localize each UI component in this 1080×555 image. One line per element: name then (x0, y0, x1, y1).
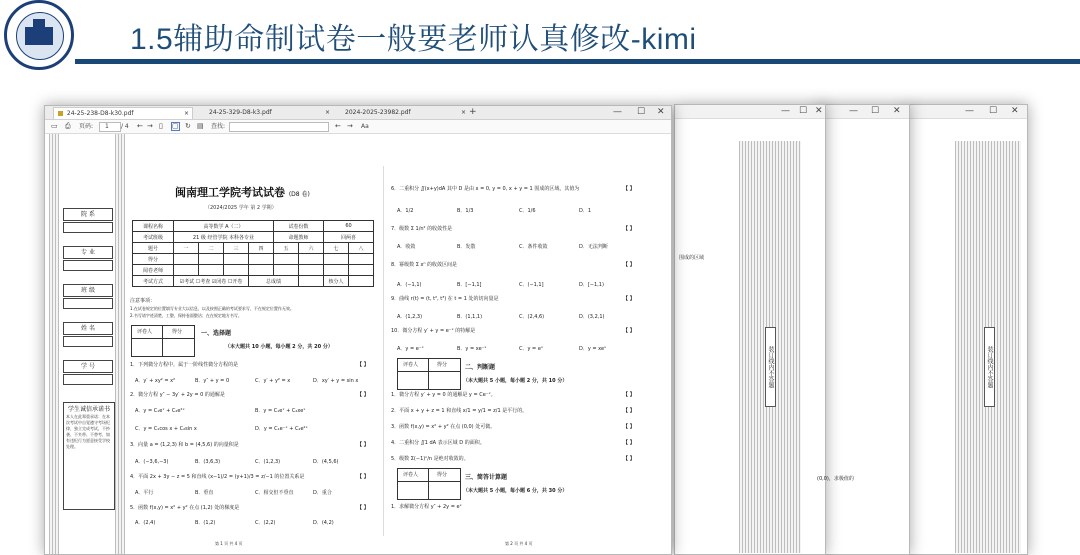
binding-notice: 装订线内不答题 (984, 327, 995, 407)
sidebar-icon[interactable]: ▤ (197, 122, 204, 130)
print-icon[interactable]: ⎙ (65, 122, 71, 130)
score-label: 得分 (172, 329, 183, 335)
table-row (133, 276, 374, 287)
field-class-input[interactable] (63, 298, 113, 309)
slide-header (0, 0, 1080, 64)
table-cell[interactable] (249, 254, 274, 265)
pdf-icon (58, 111, 63, 116)
snippet-region: 围成的区域 (679, 255, 705, 261)
answer-bracket[interactable]: 【 】 (623, 408, 635, 414)
option: B．y″ + y = 0 (195, 378, 230, 384)
option: D．重合 (313, 490, 332, 496)
close-icon[interactable]: ✕ (815, 106, 823, 116)
answer-bracket[interactable]: 【 】 (623, 296, 635, 302)
table-cell: 命题教师 (274, 232, 324, 243)
table-cell: 五 (274, 243, 299, 254)
table-cell[interactable] (299, 276, 324, 287)
score-box-divider (397, 371, 460, 372)
pdf-window-back-2[interactable] (906, 104, 1028, 555)
option: D．[−1,1) (579, 282, 604, 288)
question-9: 9．曲线 r(t) = (t, t², t³) 在 t = 1 处的切向量是 (391, 296, 499, 302)
table-cell[interactable] (199, 265, 224, 276)
judge-5: 5．级数 Σ(−1)ⁿ/n 是绝对收敛的。 (391, 456, 469, 462)
option: C．(1,2,3) (255, 459, 281, 465)
answer-bracket[interactable]: 【 】 (623, 226, 635, 232)
binding-notice: 装订线内不答题 (765, 327, 776, 407)
option: B．(1,2) (195, 520, 216, 526)
prev-page-icon[interactable]: ← (137, 122, 143, 130)
table-cell[interactable] (349, 265, 374, 276)
tab-pdf-1[interactable] (53, 107, 193, 119)
tab-close-icon[interactable]: × (460, 109, 466, 116)
table-cell[interactable] (199, 254, 224, 265)
page-total: / 4 (121, 123, 129, 130)
find-label: 查找: (211, 123, 226, 130)
table-cell[interactable] (224, 254, 249, 265)
table-row (133, 265, 374, 276)
pledge-title: 学生诚信承诺书 (67, 406, 110, 413)
answer-bracket[interactable]: 【 】 (357, 392, 369, 398)
option: B．垂直 (195, 490, 214, 496)
integrity-pledge (63, 402, 115, 510)
table-cell[interactable] (224, 265, 249, 276)
option: C．条件收敛 (519, 244, 548, 250)
table-cell: 四 (249, 243, 274, 254)
fit-width-icon[interactable]: ▢ (172, 122, 179, 130)
grader-label: 评卷人 (137, 329, 153, 335)
option: C．相交但不垂直 (255, 490, 294, 496)
fit-page-icon[interactable]: ▯ (159, 122, 163, 130)
field-name-input[interactable] (63, 336, 113, 347)
table-cell[interactable] (174, 265, 199, 276)
option: C．y′ + y² = x (255, 378, 291, 384)
option: C．(−1,1] (519, 282, 544, 288)
option: A．(1,2,3) (397, 314, 423, 320)
option: C．y = eˣ (519, 346, 544, 352)
option: A．1/2 (397, 208, 414, 214)
option: B．(3,6,3) (195, 459, 221, 465)
judge-1: 1．微分方程 y′ + y = 0 的通解是 y = Ce⁻ˣ。 (391, 392, 496, 398)
table-cell: 考试班级 (133, 232, 174, 243)
question-1: 1．下列微分方程中，属于一阶线性微分方程的是 (130, 362, 239, 368)
table-cell: 七 (324, 243, 349, 254)
find-prev-icon[interactable]: ← (335, 122, 341, 130)
grader-label: 评卷人 (403, 362, 419, 368)
option: B．(1,1,1) (457, 314, 483, 320)
judge-3: 3．函数 f(x,y) = x² + y² 在点 (0,0) 处可微。 (391, 424, 496, 430)
section2-desc: （本大题共 5 小题，每小题 2 分，共 10 分） (463, 378, 568, 384)
option: B．y = xe⁻ˣ (457, 346, 487, 352)
exam-info-table (132, 220, 374, 287)
table-cell: 21 级 经管学院 本科各专业 (174, 232, 274, 243)
answer-bracket[interactable]: 【 】 (623, 456, 635, 462)
table-cell: 总成绩 (249, 276, 299, 287)
question-3: 3．向量 a = (1,2,3) 和 b = (4,5,6) 的向量积是 (130, 442, 239, 448)
tab-label: 2024-2025-23982.pdf (345, 109, 411, 116)
score-label: 得分 (437, 362, 448, 368)
answer-bracket[interactable]: 【 】 (357, 474, 369, 480)
option: A．(2,4) (135, 520, 156, 526)
answer-bracket[interactable]: 【 】 (623, 328, 635, 334)
question-5: 5．函数 f(x,y) = x² + y² 在点 (1,2) 处的梯度是 (130, 505, 240, 511)
option: A．(−3,6,−3) (135, 459, 169, 465)
table-cell: 一 (174, 243, 199, 254)
option: B．1/3 (457, 208, 474, 214)
pdf-document (45, 134, 671, 554)
table-cell: 核分人 (324, 276, 349, 287)
table-cell[interactable] (174, 254, 199, 265)
maximize-icon[interactable]: ☐ (871, 106, 880, 116)
paper-variant: (D8 卷) (288, 191, 310, 198)
option: C．y = C₁cos x + C₂sin x (135, 426, 197, 432)
maximize-icon[interactable]: ☐ (799, 106, 808, 116)
find-input[interactable] (229, 122, 329, 132)
option: D．(4,5,6) (313, 459, 339, 465)
title-underline (75, 59, 1080, 64)
page-input[interactable] (99, 122, 121, 132)
section3-desc: （本大题共 5 小题，每小题 6 分，共 30 分） (463, 488, 568, 494)
option: D．y = xeˣ (579, 346, 607, 352)
score-box-divider (428, 358, 429, 389)
table-cell: 六 (299, 243, 324, 254)
table-cell: 回两喜 (324, 232, 374, 243)
table-cell[interactable] (299, 265, 324, 276)
paper-title (175, 184, 310, 200)
close-icon[interactable]: ✕ (1011, 106, 1019, 116)
binding-gutter (115, 134, 125, 554)
answer-bracket[interactable]: 【 】 (623, 186, 635, 192)
section1-desc: （本大题共 10 小题，每小题 2 分，共 20 分） (225, 344, 333, 350)
question-6: 6．二重积分 ∬(x+y)dA 其中 D 是由 x = 0, y = 0, x + y = 1 围成的区域，其值为 (391, 186, 580, 192)
option: C．(2,2) (255, 520, 276, 526)
score-box-divider (162, 325, 163, 356)
pledge-body: 本人在此郑重承诺：在本次考试中自觉遵守考场纪律，独立完成考试，不抄袭、不夹带、不替考，如有违纪行为愿意接受学校处理。 (66, 414, 110, 449)
question-8: 8．幂级数 Σ xⁿ 的收敛区间是 (391, 262, 458, 268)
close-icon[interactable]: ✕ (893, 106, 901, 116)
paper-title-text: 闽南理工学院考试试卷 (175, 186, 285, 199)
table-cell[interactable] (349, 254, 374, 265)
field-name: 姓 名 (63, 322, 113, 335)
answer-bracket[interactable]: 【 】 (357, 442, 369, 448)
option: B．y = C₁eˣ + C₂xeˣ (255, 408, 306, 414)
page-divider (383, 166, 384, 536)
option: A．平行 (135, 490, 154, 496)
instruction-line: 1.在试卷规定的位置填写专业大以信息，以及按照正确的考试要求写，不在规定位置作无效。 (130, 306, 294, 311)
option: A．收敛 (397, 244, 416, 250)
pdf-window-back-0[interactable] (674, 104, 854, 555)
tab-close-icon[interactable]: × (183, 110, 189, 117)
minimize-icon[interactable]: — (613, 107, 622, 117)
answer-bracket[interactable]: 【 】 (623, 424, 635, 430)
tab-close-icon[interactable]: × (324, 109, 330, 116)
table-cell: 题号 (133, 243, 174, 254)
option: A．y = C₁eˣ + C₂e²ˣ (135, 408, 185, 414)
new-tab-button[interactable]: + (469, 107, 477, 117)
minimize-icon[interactable]: — (965, 106, 974, 116)
tab-bar (45, 106, 671, 120)
option: A．(−1,1) (397, 282, 422, 288)
table-cell: 二 (199, 243, 224, 254)
tab-pdf-3[interactable] (341, 107, 469, 118)
field-major: 专 业 (63, 246, 113, 259)
tab-pdf-2[interactable] (205, 107, 333, 118)
table-cell: 高等数学 A（二） (174, 221, 274, 232)
score-box-divider (131, 338, 194, 339)
score-box-divider (428, 468, 429, 499)
paper-term: （2024/2025 学年 第 2 学期） (205, 205, 277, 211)
option: C．(2,4,6) (519, 314, 545, 320)
grader-label: 评卷人 (403, 472, 419, 478)
option: B．发散 (457, 244, 476, 250)
page-number-right: 第 2 页 共 4 页 (505, 541, 533, 546)
option: D．无法判断 (579, 244, 608, 250)
minimize-icon[interactable]: — (849, 106, 858, 116)
option: D．1 (579, 208, 592, 214)
answer-sheet-strip (49, 134, 125, 554)
field-major-input[interactable] (63, 260, 113, 271)
table-cell[interactable] (324, 265, 349, 276)
option: D．y = C₁e⁻ˣ + C₂e²ˣ (255, 426, 308, 432)
table-cell[interactable] (299, 254, 324, 265)
field-department: 院 系 (63, 208, 113, 221)
option: D．(4,2) (313, 520, 334, 526)
field-class: 班 级 (63, 284, 113, 297)
section2-title: 二、判断题 (465, 364, 496, 371)
section1-title: 一、选择题 (201, 330, 232, 337)
question-7: 7．级数 Σ 1/n² 的收敛性是 (391, 226, 453, 232)
binding-gutter (49, 134, 59, 554)
pdf-window-main[interactable] (44, 105, 672, 555)
table-cell: 阅卷老师 (133, 265, 174, 276)
find-next-icon[interactable]: → (347, 122, 353, 130)
table-cell[interactable] (274, 265, 299, 276)
pdf-toolbar (45, 120, 671, 134)
score-box-divider (397, 481, 460, 482)
window-titlebar[interactable] (675, 105, 825, 119)
table-cell: 得分 (133, 254, 174, 265)
question-4: 4．平面 2x + 3y − z = 5 和直线 (x−1)/2 = (y+1)/3 = z/−1 的位置关系是 (130, 474, 305, 480)
question-2: 2．微分方程 y″ − 3y′ + 2y = 0 的通解是 (130, 392, 225, 398)
answer-bracket[interactable]: 【 】 (357, 505, 369, 511)
tab-label: 24-25-329-D8-k3.pdf (209, 109, 272, 116)
option: B．[−1,1] (457, 282, 482, 288)
slide-title: 1.5辅助命制试卷一般要老师认真修改-kimi (130, 23, 697, 56)
table-row (133, 243, 374, 254)
university-logo (4, 0, 74, 70)
table-row (133, 232, 374, 243)
maximize-icon[interactable]: ☐ (989, 106, 998, 116)
snippet-extremum: (0,0)，求极值的 (817, 476, 854, 482)
tab-label: 24-25-238-D8-k30.pdf (66, 110, 134, 117)
close-icon[interactable]: ✕ (657, 107, 665, 117)
page-label: 页码: (79, 123, 94, 130)
table-row (133, 221, 374, 232)
option: A．y′ + xy² = x² (135, 378, 176, 384)
window-titlebar[interactable] (907, 105, 1027, 119)
rotate-icon[interactable]: ↻ (185, 122, 191, 130)
answer-bracket[interactable]: 【 】 (623, 440, 635, 446)
folder-icon[interactable]: ▭ (51, 122, 58, 130)
calc-question-1: 1．求解微分方程 y″ + 2y = eˣ (391, 504, 462, 510)
window-titlebar[interactable] (819, 105, 909, 119)
section3-title: 三、简答计算题 (465, 474, 508, 481)
minimize-icon[interactable]: — (781, 106, 790, 116)
table-cell: 试卷份数 (274, 221, 324, 232)
table-cell: ☑考试 ☐考查 ☑闭卷 ☐开卷 (174, 276, 249, 287)
option: A．y = e⁻ˣ (397, 346, 424, 352)
table-cell[interactable] (349, 276, 374, 287)
answer-bracket[interactable]: 【 】 (623, 262, 635, 268)
table-cell[interactable] (274, 254, 299, 265)
maximize-icon[interactable]: ☐ (637, 107, 646, 117)
table-cell: 八 (349, 243, 374, 254)
table-cell[interactable] (249, 265, 274, 276)
option: C．1/6 (519, 208, 536, 214)
page-value: 1 (105, 123, 109, 130)
pdf-window-back-1[interactable] (818, 104, 910, 555)
table-cell: 60 (324, 221, 374, 232)
question-10: 10．微分方程 y′ + y = e⁻ˣ 的特解是 (391, 328, 476, 334)
judge-2: 2．平面 x + y + z = 1 和直线 x/1 = y/1 = z/1 是平行的。 (391, 408, 528, 414)
table-cell: 考试方式 (133, 276, 174, 287)
option: D．(3,2,1) (579, 314, 605, 320)
page-number-left: 第 1 页 共 4 页 (215, 541, 243, 546)
field-student-id: 学 号 (63, 360, 113, 373)
table-cell: 三 (224, 243, 249, 254)
instruction-line: 2.书写请字迹清楚，工整，保持卷面整洁；在在规定地方书写。 (130, 313, 242, 318)
next-page-icon[interactable]: → (147, 122, 153, 130)
field-department-input[interactable] (63, 222, 113, 233)
table-row (133, 254, 374, 265)
match-case-button[interactable]: Aa (361, 123, 369, 130)
option: D．xy′ + y = sin x (313, 378, 359, 384)
logo-building (25, 27, 53, 45)
judge-4: 4．二重积分 ∬1 dA 表示区域 D 的面积。 (391, 440, 485, 446)
score-label: 得分 (437, 472, 448, 478)
table-cell: 课程名称 (133, 221, 174, 232)
answer-bracket[interactable]: 【 】 (357, 362, 369, 368)
answer-bracket[interactable]: 【 】 (623, 392, 635, 398)
table-cell[interactable] (324, 254, 349, 265)
field-student-id-input[interactable] (63, 374, 113, 385)
instructions-heading: 注意事项： (130, 298, 156, 304)
